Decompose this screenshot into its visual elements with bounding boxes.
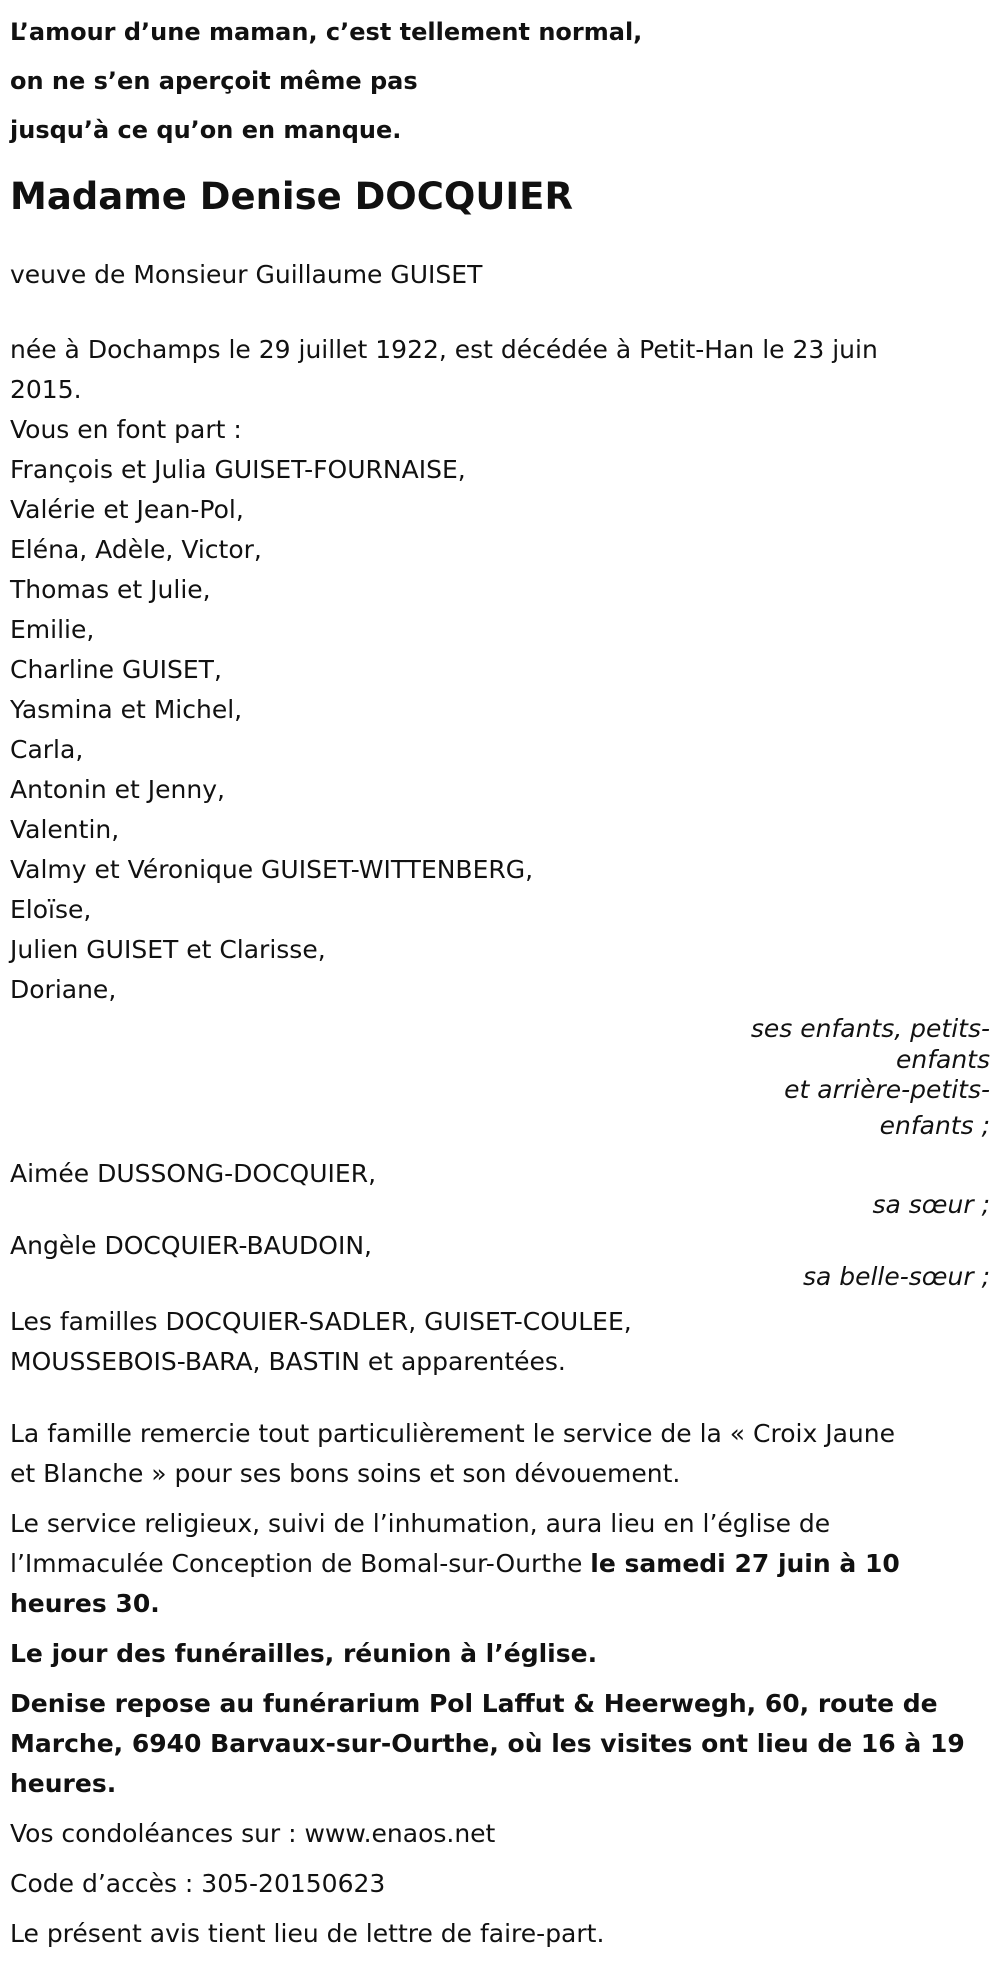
family-name: Charline GUISET,: [10, 655, 222, 684]
service-time: heures 30.: [10, 1589, 160, 1618]
birth-death-line: née à Dochamps le 29 juillet 1922, est décédée à Petit-Han le 23 juin: [10, 335, 878, 364]
family-name: Antonin et Jenny,: [10, 775, 225, 804]
announce-line: Vous en font part :: [10, 415, 242, 444]
thanks-line: et Blanche » pour ses bons soins et son dévouement.: [10, 1459, 681, 1488]
thanks-paragraph: [10, 1414, 982, 1494]
notice-line: Le présent avis tient lieu de lettre de faire-part.: [10, 1919, 605, 1948]
family-name: Valmy et Véronique GUISET-WITTENBERG,: [10, 855, 534, 884]
family-name: Valérie et Jean-Pol,: [10, 495, 244, 524]
quote-line: L’amour d’une maman, c’est tellement normal,: [10, 18, 643, 46]
access-code-line: Code d’accès : 305-20150623: [10, 1869, 386, 1898]
deceased-name: Madame Denise DOCQUIER: [10, 175, 573, 218]
relation-line: ses enfants, petits-: [750, 1014, 990, 1043]
quote-line: jusqu’à ce qu’on en manque.: [10, 116, 402, 144]
families-paragraph: [10, 1302, 982, 1382]
family-name: Carla,: [10, 735, 84, 764]
family-list: [10, 450, 982, 1010]
family-name: Thomas et Julie,: [10, 575, 211, 604]
condolences-line: Vos condoléances sur : www.enaos.net: [10, 1819, 496, 1848]
family-name: Eloïse,: [10, 895, 92, 924]
family-name: Emilie,: [10, 615, 95, 644]
service-date: le samedi 27 juin à 10: [590, 1549, 900, 1578]
service-paragraph: [10, 1504, 982, 1624]
quote-line: on ne s’en aperçoit même pas: [10, 67, 418, 95]
families-line: Les familles DOCQUIER-SADLER, GUISET-COULEE,: [10, 1307, 632, 1336]
birth-death-line: 2015.: [10, 375, 82, 404]
gathering-line: Le jour des funérailles, réunion à l’église.: [10, 1639, 598, 1668]
relation-line: enfants ;: [879, 1111, 990, 1140]
family-name: Eléna, Adèle, Victor,: [10, 535, 262, 564]
service-location: l’Immaculée Conception de Bomal-sur-Ourthe: [10, 1549, 591, 1578]
families-line: MOUSSEBOIS-BARA, BASTIN et apparentées.: [10, 1347, 566, 1376]
sister-in-law-name: Angèle DOCQUIER-BAUDOIN,: [10, 1231, 372, 1260]
thanks-line: La famille remercie tout particulièrement le service de la « Croix Jaune: [10, 1419, 895, 1448]
funeral-home-paragraph: [10, 1684, 982, 1804]
funeral-home-line: Denise repose au funérarium Pol Laffut & Heerwegh, 60, route de: [10, 1689, 938, 1718]
relation-children: [10, 1010, 990, 1144]
sister-in-law-relation: sa belle-sœur ;: [802, 1262, 990, 1291]
service-line: Le service religieux, suivi de l’inhumation, aura lieu en l’église de: [10, 1509, 831, 1538]
funeral-home-line: Marche, 6940 Barvaux-sur-Ourthe, où les visites ont lieu de 16 à 19: [10, 1729, 965, 1758]
birth-death-info: [10, 330, 982, 410]
funeral-home-line: heures.: [10, 1769, 117, 1798]
family-name: François et Julia GUISET-FOURNAISE,: [10, 455, 466, 484]
opening-quote: [10, 8, 982, 155]
relation-line: et arrière-petits-: [784, 1075, 990, 1104]
family-name: Doriane,: [10, 975, 117, 1004]
relation-line: enfants: [895, 1045, 990, 1074]
sister-relation: sa sœur ;: [872, 1190, 990, 1219]
sister-in-law-entry: [10, 1226, 990, 1292]
family-name: Yasmina et Michel,: [10, 695, 243, 724]
sister-entry: [10, 1154, 990, 1220]
service-line: [10, 1544, 982, 1584]
family-name: Julien GUISET et Clarisse,: [10, 935, 326, 964]
widow-of: veuve de Monsieur Guillaume GUISET: [10, 260, 483, 289]
sister-name: Aimée DUSSONG-DOCQUIER,: [10, 1159, 377, 1188]
family-name: Valentin,: [10, 815, 120, 844]
